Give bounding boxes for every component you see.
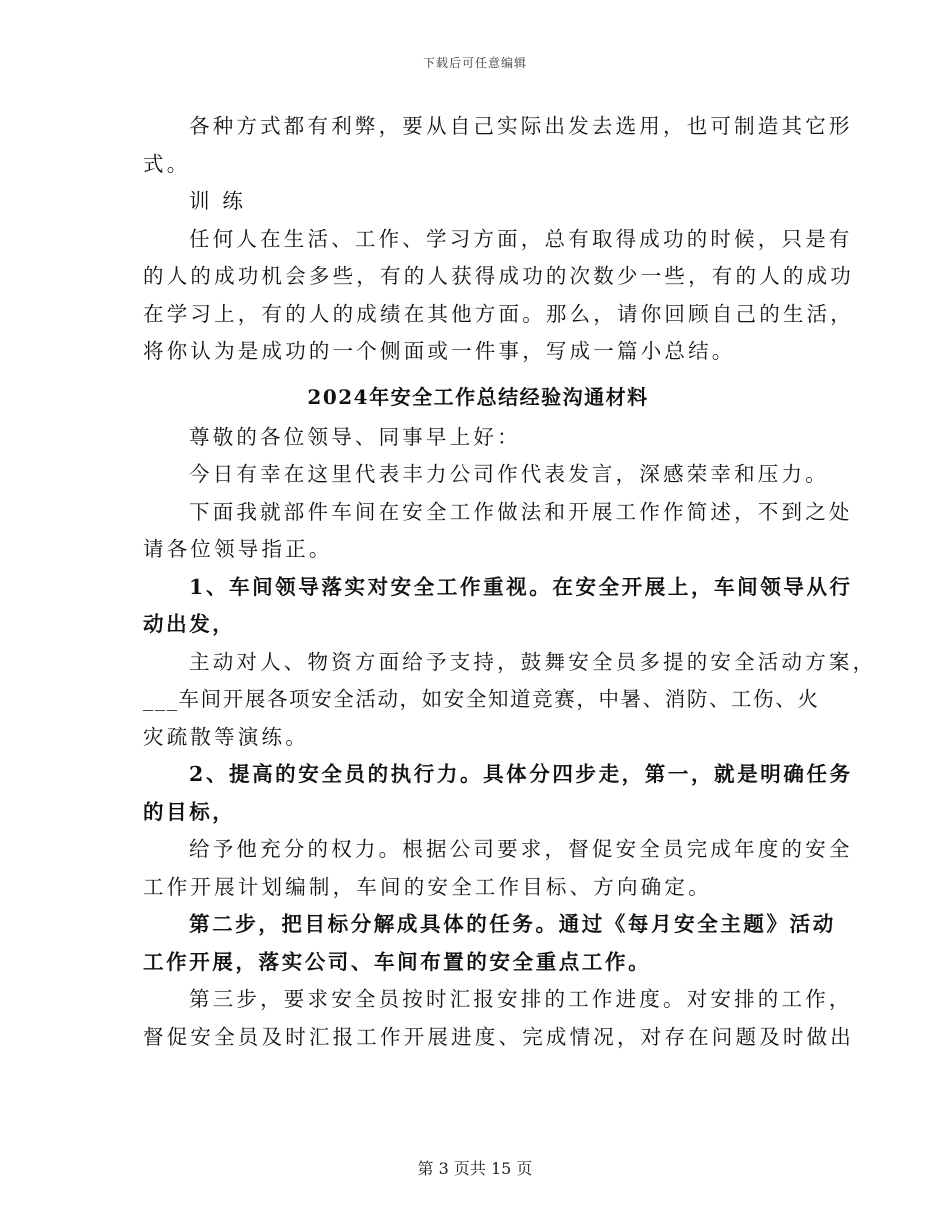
paragraph-line: 督促安全员及时汇报工作开展进度、完成情况，对存在问题及时做出 xyxy=(143,1024,854,1049)
paragraph-line: 任何人在生活、工作、学习方面，总有取得成功的时候，只是有 xyxy=(189,226,853,251)
bold-heading-line: 1、车间领导落实对安全工作重视。在安全开展上，车间领导从行 xyxy=(189,574,853,599)
paragraph-line: 灾疏散等演练。 xyxy=(143,724,309,749)
paragraph-line: ___车间开展各项安全活动，如安全知道竞赛，中暑、消防、工伤、火 xyxy=(143,687,820,711)
bold-heading-line: 工作开展，落实公司、车间布置的安全重点工作。 xyxy=(143,949,652,974)
paragraph-line: 今日有幸在这里代表丰力公司作代表发言，深感荣幸和压力。 xyxy=(189,462,829,486)
bold-heading-line: 动出发， xyxy=(143,612,236,636)
paragraph-line: 给予他充分的权力。根据公司要求，督促安全员完成年度的安全 xyxy=(189,837,853,861)
paragraph-line: 将你认为是成功的一个侧面或一件事，写成一篇小总结。 xyxy=(143,339,736,363)
paragraph-line: 下面我就部件车间在安全工作做法和开展工作作简述，不到之处 xyxy=(189,499,853,524)
paragraph-line: 主动对人、物资方面给予支持，鼓舞安全员多提的安全活动方案， xyxy=(189,649,877,674)
section-label: 训 练 xyxy=(189,189,247,213)
page-number: 第 3 页共 15 页 xyxy=(417,1159,533,1178)
paragraph-line: 第三步，要求安全员按时汇报安排的工作进度。对安排的工作， xyxy=(189,987,853,1011)
paragraph-line: 请各位领导指正。 xyxy=(143,537,333,561)
bold-heading-line: 2、提高的安全员的执行力。具体分四步走，第一，就是明确任务 xyxy=(189,762,853,786)
bold-heading-line: 第二步，把目标分解成具体的任务。通过《每月安全主题》活动 xyxy=(189,912,836,936)
paragraph-line: 尊敬的各位领导、同事早上好： xyxy=(189,424,521,449)
paragraph-line: 的人的成功机会多些，有的人获得成功的次数少一些，有的人的成功 xyxy=(143,264,854,288)
paragraph-line: 工作开展计划编制，车间的安全工作目标、方向确定。 xyxy=(143,874,712,899)
page-header-note: 下载后可任意编辑 xyxy=(422,56,527,70)
paragraph-line: 式。 xyxy=(143,151,191,176)
paragraph-line: 各种方式都有利弊，要从自己实际出发去选用，也可制造其它形 xyxy=(189,114,853,138)
bold-heading-line: 的目标， xyxy=(143,799,236,824)
document-body xyxy=(143,108,877,1056)
paragraph-line: 在学习上，有的人的成绩在其他方面。那么，请你回顾自己的生活， xyxy=(143,301,854,326)
document-title: 2024年安全工作总结经验沟通材料 xyxy=(307,384,649,409)
